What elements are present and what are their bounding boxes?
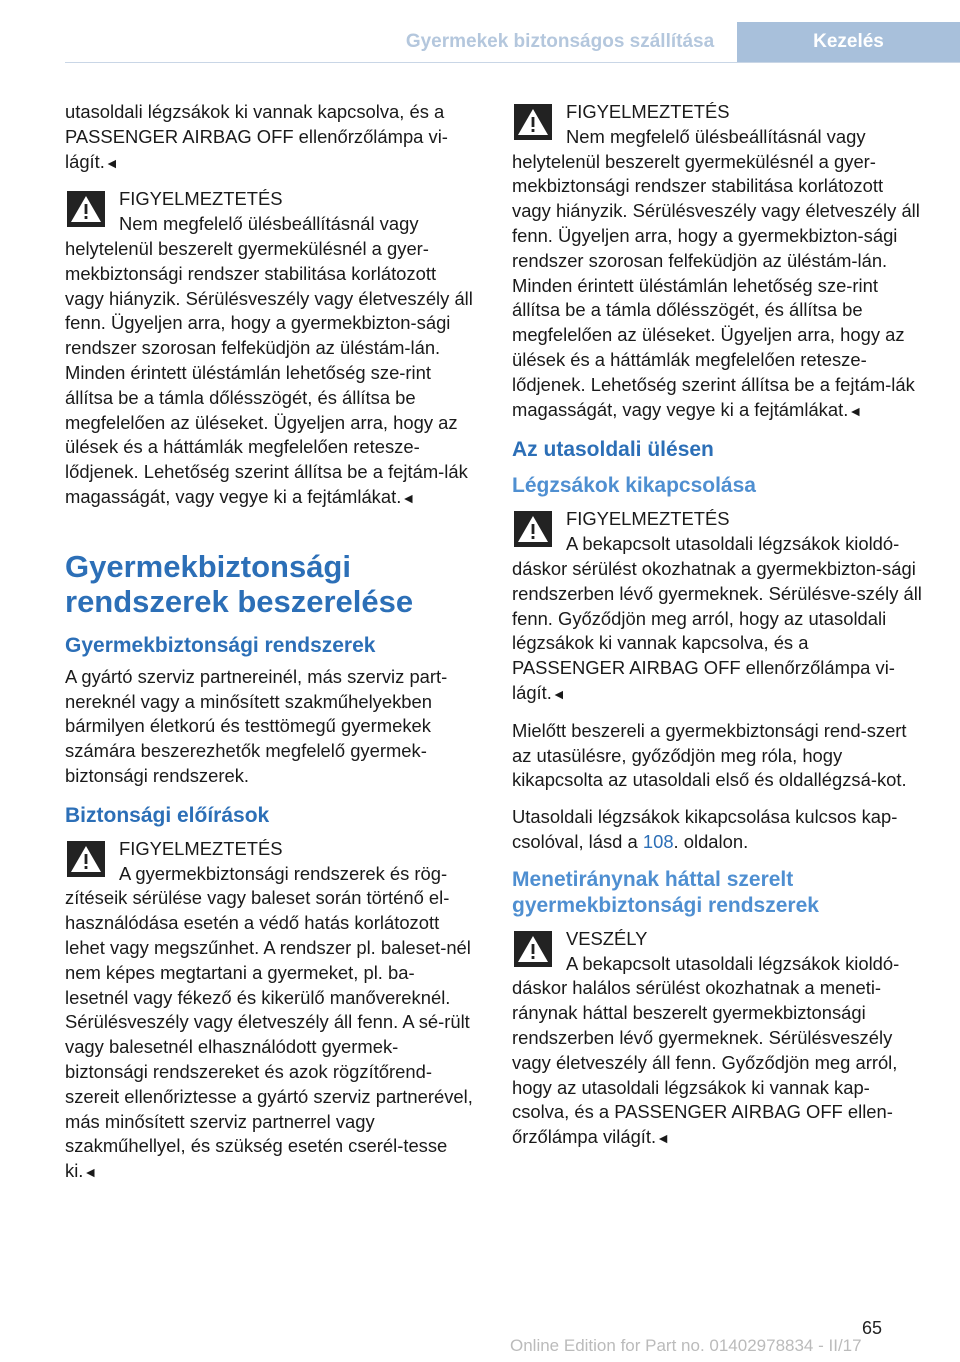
warning-title: FIGYELMEZTETÉS: [566, 101, 730, 122]
paragraph: [512, 805, 924, 855]
warning-triangle-icon: [67, 191, 105, 227]
chapter-heading: Gyermekbiztonsági rendszerek beszerelése: [65, 548, 414, 619]
warning-block: [512, 100, 924, 423]
warning-triangle-icon: [514, 104, 552, 140]
paragraph-text: utasoldali légzsákok ki vannak kapcsolva, és a PASSENGER AIRBAG OFF ellenőrzőlámpa vi-lágít.: [65, 101, 448, 172]
warning-block: [512, 507, 924, 706]
paragraph: [65, 100, 477, 175]
end-mark-icon: ◄: [83, 1164, 98, 1181]
header-tab-kezeles[interactable]: Kezelés: [737, 22, 960, 62]
warning-text: Nem megfelelő ülésbeállításnál vagy helytelenül beszerelt gyermekülésnél a gyer-mekbiztonsági rendszer stabilitása korlátozott vagy hiányzik. Sérülésveszély vagy életveszély áll fenn. Ügyeljen arra, hogy a gyermekbizton-sági rendszer szorosan felfeküdjön az üléstám-lán. Minden érintett üléstámlán lehetőség sze-rint állítsa be a támla dőlésszögét, és állítsa be megfelelően az üléseket. Ügyeljen arra, hogy az ülések és a háttámlák megfelelően retesze-lődjenek. Lehetőség szerint állítsa be a fejtám-lák magasságát, vagy vegye ki a fejtámlákat.: [512, 125, 920, 420]
end-mark-icon: ◄: [848, 402, 863, 419]
paragraph: Mielőtt beszereli a gyermekbiztonsági rend-szert az utasülésre, győződjön meg róla, hogy kikapcsolta az utasoldali első és oldallégzsá-kot.: [512, 719, 907, 791]
warning-text: A bekapcsolt utasoldali légzsákok kioldó-dáskor sérülést okozhatnak a gyermekbizton-sági rendszerben lévő gyermeknek. Sérülésve-szély áll fenn. Győződjön meg arról, hogy az utasoldali légzsákok ki vannak kapcsolva, és a PASSENGER AIRBAG OFF ellenőrzőlámpa vi-lágít.: [512, 533, 922, 703]
warning-block: [65, 837, 477, 1185]
warning-title: FIGYELMEZTETÉS: [119, 188, 283, 210]
warning-triangle-icon: [514, 931, 552, 967]
end-mark-icon: ◄: [551, 685, 566, 702]
warning-text: A gyermekbiztonsági rendszerek és rög-zítéseik sérülése vagy baleset során történő el-használódása esetén a védő hatás korlátozott lehet vagy megszűnhet. A rendszer pl. baleset-nél nem képes megtartani a gyermeket, pl. ba-lesetnél vagy fékező és kikerülő manővereknél. Sérülésveszély vagy életveszély áll fenn. A sé-rült vagy balesetnél elhasználódott gyermek-biztonsági rendszereket és azok rögzítőrend-szereit ellenőriztesse a gyártó szerviz partnerével, más minősített szerviz partnerrel vagy szakműhellyel, és szükség esetén cserél-tesse ki.: [65, 862, 473, 1182]
paragraph-text: . oldalon.: [673, 830, 749, 852]
subsection-heading: Menetiránynak háttal szerelt gyermekbiztonsági rendszerek: [512, 867, 819, 917]
page-number: 65: [862, 1318, 883, 1338]
end-mark-icon: ◄: [656, 1130, 670, 1147]
header-divider: [65, 62, 960, 63]
left-column: [65, 100, 477, 1197]
danger-block: [512, 927, 924, 1151]
warning-triangle-icon: [67, 841, 105, 877]
section-heading: Gyermekbiztonsági rendszerek: [65, 633, 376, 657]
end-mark-icon: ◄: [401, 489, 416, 506]
warning-title: FIGYELMEZTETÉS: [566, 508, 730, 530]
page-reference-link[interactable]: 108: [642, 830, 674, 852]
section-heading: Biztonsági előírások: [65, 803, 270, 827]
warning-triangle-icon: [514, 511, 552, 547]
danger-title: VESZÉLY: [566, 927, 648, 949]
subsection-heading: Légzsákok kikapcsolása: [512, 474, 756, 498]
footer-text: Online Edition for Part no. 01402978834 - II/17: [510, 1336, 862, 1355]
paragraph-text: Utasoldali légzsákok kikapcsolása kulcsos kap-csolóval, lásd a: [512, 806, 898, 852]
danger-text: A bekapcsolt utasoldali légzsákok kioldó-dáskor halálos sérülést okozhatnak a meneti-ránynak háttal beszerelt gyermekbiztonsági rendszerben lévő gyermeknek. Sérülésveszély vagy életveszély áll fenn. Győződjön meg arról, hogy az utasoldali légzsákok ki vannak kap-csolva, és a PASSENGER AIRBAG OFF ellen-őrzőlámpa világít.: [512, 952, 900, 1148]
end-mark-icon: ◄: [104, 154, 119, 171]
warning-text: Nem megfelelő ülésbeállításnál vagy helytelenül beszerelt gyermekülésnél a gyer-mekbiztonsági rendszer stabilitása korlátozott vagy hiányzik. Sérülésveszély vagy életveszély áll fenn. Ügyeljen arra, hogy a gyermekbizton-sági rendszer szorosan felfeküdjön az üléstám-lán. Minden érintett üléstámlán lehetőség sze-rint állítsa be a támla dőlésszögét, és állítsa be megfelelően az üléseket. Ügyeljen arra, hogy az ülések és a háttámlák megfelelően retesze-lődjenek. Lehetőség szerint állítsa be a fejtám-lák magasságát, vagy vegye ki a fejtámlákat.: [65, 213, 473, 507]
header-section-title: Gyermekek biztonságos szállítása: [405, 31, 715, 52]
right-column: [512, 100, 924, 1163]
warning-block: [65, 187, 477, 510]
paragraph: A gyártó szerviz partnereinél, más szerviz part-nereknél vagy a minősített szakműhelyekben bármilyen életkorú és testtömegű gyermekek számára beszerezhetők megfelelő gyermek-biztonsági rendszerek.: [65, 665, 448, 786]
warning-title: FIGYELMEZTETÉS: [119, 837, 283, 859]
section-heading: Az utasoldali ülésen: [512, 438, 714, 462]
